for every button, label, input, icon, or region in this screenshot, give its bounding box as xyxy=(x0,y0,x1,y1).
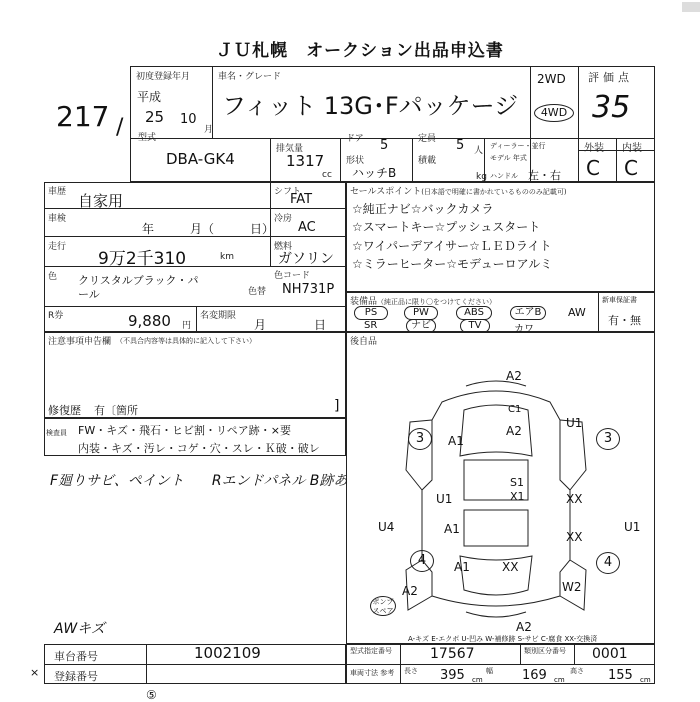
equip-navi: ナビ xyxy=(406,319,436,333)
width: 169 xyxy=(522,668,547,683)
tire-rear-left-mark: 4 xyxy=(417,553,427,568)
equip-ps: PS xyxy=(354,306,388,320)
handle-options: 左・右 xyxy=(528,169,561,182)
inspector-note: F廻りサビ、ペイント Rエンドパネル B跡あ xyxy=(50,473,348,489)
sales-point-3: ☆ワイパーデアイサー☆ＬＥＤライト xyxy=(352,239,552,253)
check-label: 検査員 xyxy=(46,429,67,437)
spare-pump xyxy=(370,596,396,616)
mark-roof-2: X1 xyxy=(510,490,525,503)
equip-tv: TV xyxy=(460,319,490,333)
mileage: 9万2千310 xyxy=(98,249,187,269)
length: 395 xyxy=(440,668,465,683)
car-name: フィット 13G･Fパッケージ xyxy=(222,92,519,120)
handle-label: ハンドル xyxy=(490,172,518,180)
color-code-label: 色コード xyxy=(274,271,311,281)
exterior-grade: C xyxy=(586,156,600,180)
mark-right-fender: U1 xyxy=(566,416,583,430)
km-unit: km xyxy=(220,252,234,262)
model-code: 17567 xyxy=(430,646,475,662)
yen-unit: 円 xyxy=(182,321,192,331)
tire-rear-right-mark: 4 xyxy=(603,555,613,570)
mark-rear-bumper: A2 xyxy=(516,620,532,634)
displacement-label: 排気量 xyxy=(276,144,304,154)
equipment-title: 装備品 xyxy=(350,297,378,307)
form-label: 形状 xyxy=(346,156,365,166)
class-code-label: 類別区分番号 xyxy=(524,647,566,655)
aw-note: AWキズ xyxy=(54,621,105,637)
new-manual-label: 新車保証書 xyxy=(602,296,637,304)
shift: FAT xyxy=(290,192,313,207)
width-unit: cm xyxy=(554,676,565,684)
mark-right-sill: U1 xyxy=(624,520,641,534)
ac: AC xyxy=(298,220,316,235)
corner-mark xyxy=(682,2,700,12)
dims-label: 車両寸法 参考 xyxy=(350,669,395,677)
width-label: 幅 xyxy=(486,667,493,675)
mark-left-fender: A1 xyxy=(448,434,464,448)
drive-2wd: 2WD xyxy=(537,72,566,86)
reg-year: 25 xyxy=(145,108,165,126)
equip-abs: ABS xyxy=(456,306,492,320)
first-reg-label: 初度登録年月 xyxy=(136,72,191,82)
mark-right-quarter: W2 xyxy=(562,580,582,594)
tire-front-right xyxy=(596,428,620,450)
shift-label: シフト xyxy=(274,187,302,197)
sales-points-label xyxy=(350,184,567,197)
chassis-number: 1002109 xyxy=(194,644,261,662)
score: 35 xyxy=(592,90,631,125)
damage-legend: A-キズ E-エクボ U-凹み W-補修跡 S-サビ C-腐食 XX-交換済 xyxy=(408,635,598,643)
equip-aw: AW xyxy=(568,306,586,319)
height-label: 高さ xyxy=(570,667,584,675)
dealer-label: ディーラー・並行 xyxy=(490,142,546,150)
repair-bracket: ] xyxy=(334,398,340,414)
color: クリスタルブラック・パール xyxy=(78,274,199,301)
tire-front-left-mark: 3 xyxy=(415,431,425,446)
fuel: ガソリン xyxy=(278,251,334,267)
length-unit: cm xyxy=(472,676,483,684)
new-manual: 有・無 xyxy=(608,314,641,327)
tire-rear-left xyxy=(410,550,434,572)
load-label: 積載 xyxy=(418,156,437,166)
load-unit: kg xyxy=(476,172,487,182)
mark-left-front-door: U1 xyxy=(436,492,453,506)
class-code: 0001 xyxy=(592,646,628,662)
inspection: 年 月（ 日） xyxy=(142,222,275,236)
tire-front-left xyxy=(408,428,432,450)
repair-label: 修復歴 xyxy=(48,404,81,417)
sales-points-note: (日本語で明確に書かれているもののみ記載可) xyxy=(421,188,567,196)
displacement: 1317 xyxy=(286,152,325,170)
mark-rear-left: A2 xyxy=(402,584,418,598)
score-label: 評価点 xyxy=(588,71,633,84)
equipment-note: （純正品に限り〇をつけてください） xyxy=(377,298,497,306)
mark-left-rear-door: A1 xyxy=(444,522,460,536)
drive-4wd: 4WD xyxy=(534,104,574,122)
capacity: 5 xyxy=(456,138,465,153)
model-label: 型式 xyxy=(138,133,157,143)
exterior-label: 外装 xyxy=(584,143,604,154)
bottom-mark: ⑤ xyxy=(146,688,157,702)
side-mark-x: × xyxy=(30,666,40,679)
equip-airbag: エアB xyxy=(510,306,546,320)
repair-text: 有〔箇所 xyxy=(94,404,138,417)
reg-label: 登録番号 xyxy=(54,670,98,683)
month-unit: 月 xyxy=(204,125,214,135)
equip-pw: PW xyxy=(404,306,438,320)
height-unit: cm xyxy=(640,676,651,684)
sales-point-2: ☆スマートキー☆プッシュスタート xyxy=(352,220,541,234)
history: 自家用 xyxy=(78,192,124,210)
hand-mark: / xyxy=(116,115,124,140)
mark-grille: C1 xyxy=(508,404,522,415)
check-row-1: FW・キズ・飛石・ヒビ割・リペア跡・×要 xyxy=(78,424,291,437)
mark-left-sill: U4 xyxy=(378,520,395,534)
mark-right-rear-door: XX xyxy=(566,530,583,544)
check-row-2: 内装・キズ・汚レ・コゲ・穴・スレ・Ｋ破・破レ xyxy=(78,442,320,455)
mark-front-bumper: A2 xyxy=(506,369,522,383)
equip-sr: SR xyxy=(364,320,378,331)
capacity-label: 定員 xyxy=(418,134,437,144)
era: 平成 xyxy=(137,90,162,104)
form-type: ハッチB xyxy=(352,166,397,180)
height: 155 xyxy=(608,668,633,683)
tire-front-right-mark: 3 xyxy=(603,431,613,446)
chassis-label: 車台番号 xyxy=(54,650,98,663)
color-swap-label: 色替 xyxy=(248,287,267,297)
interior-label: 内装 xyxy=(622,143,642,154)
mark-left-quarter: A1 xyxy=(454,560,470,574)
mark-trunk: XX xyxy=(502,560,519,574)
damage-diagram xyxy=(346,360,655,630)
capacity-unit: 人 xyxy=(474,146,484,156)
reg-month: 10 xyxy=(180,112,197,127)
interior-grade: C xyxy=(624,156,638,180)
fuel-label: 燃料 xyxy=(274,242,293,252)
lot-number: 217 xyxy=(56,100,110,133)
tire-rear-right xyxy=(596,552,620,574)
mark-hood: A2 xyxy=(506,424,522,438)
mileage-label: 走行 xyxy=(48,242,67,252)
rear-seat-label: 後自品 xyxy=(350,337,378,347)
mark-roof: S1 xyxy=(510,476,524,489)
doors: 5 xyxy=(380,138,389,153)
form-title: ＪＵ札幌 オークション出品申込書 xyxy=(216,41,504,61)
sales-point-1: ☆純正ナビ☆バックカメラ xyxy=(352,202,494,216)
model-code-label: 型式指定番号 xyxy=(350,647,392,655)
notes-label: 注意事項申告欄 xyxy=(48,337,112,347)
color-label: 色 xyxy=(48,272,58,282)
model-year-label: モデル 年式 xyxy=(490,154,527,162)
length-label: 長さ xyxy=(404,667,418,675)
car-name-label: 車名・グレード xyxy=(218,72,282,82)
ac-label: 冷房 xyxy=(274,214,293,224)
spare-pump-label: ポンプ スペア xyxy=(372,598,394,615)
cc-unit: cc xyxy=(322,170,332,180)
model: DBA-GK4 xyxy=(166,150,235,168)
sales-point-4: ☆ミラーヒーター☆モデューロアルミ xyxy=(352,257,553,271)
recycle-fee: 9,880 xyxy=(128,312,171,330)
inspection-label: 車検 xyxy=(48,214,67,224)
history-label: 車歴 xyxy=(48,187,67,197)
recycle-label: R券 xyxy=(48,311,64,321)
notes-sub: （不具合内容等は具体的に記入して下さい） xyxy=(116,337,256,345)
doors-label: ドア xyxy=(346,134,364,144)
name-change: 月 日 xyxy=(254,318,327,332)
name-change-label: 名変期限 xyxy=(200,311,237,321)
mark-right-front-door: XX xyxy=(566,492,583,506)
color-code: NH731P xyxy=(282,282,335,297)
equip-leather: カワ xyxy=(514,324,534,335)
sales-points-title: セールスポイント xyxy=(350,187,422,197)
